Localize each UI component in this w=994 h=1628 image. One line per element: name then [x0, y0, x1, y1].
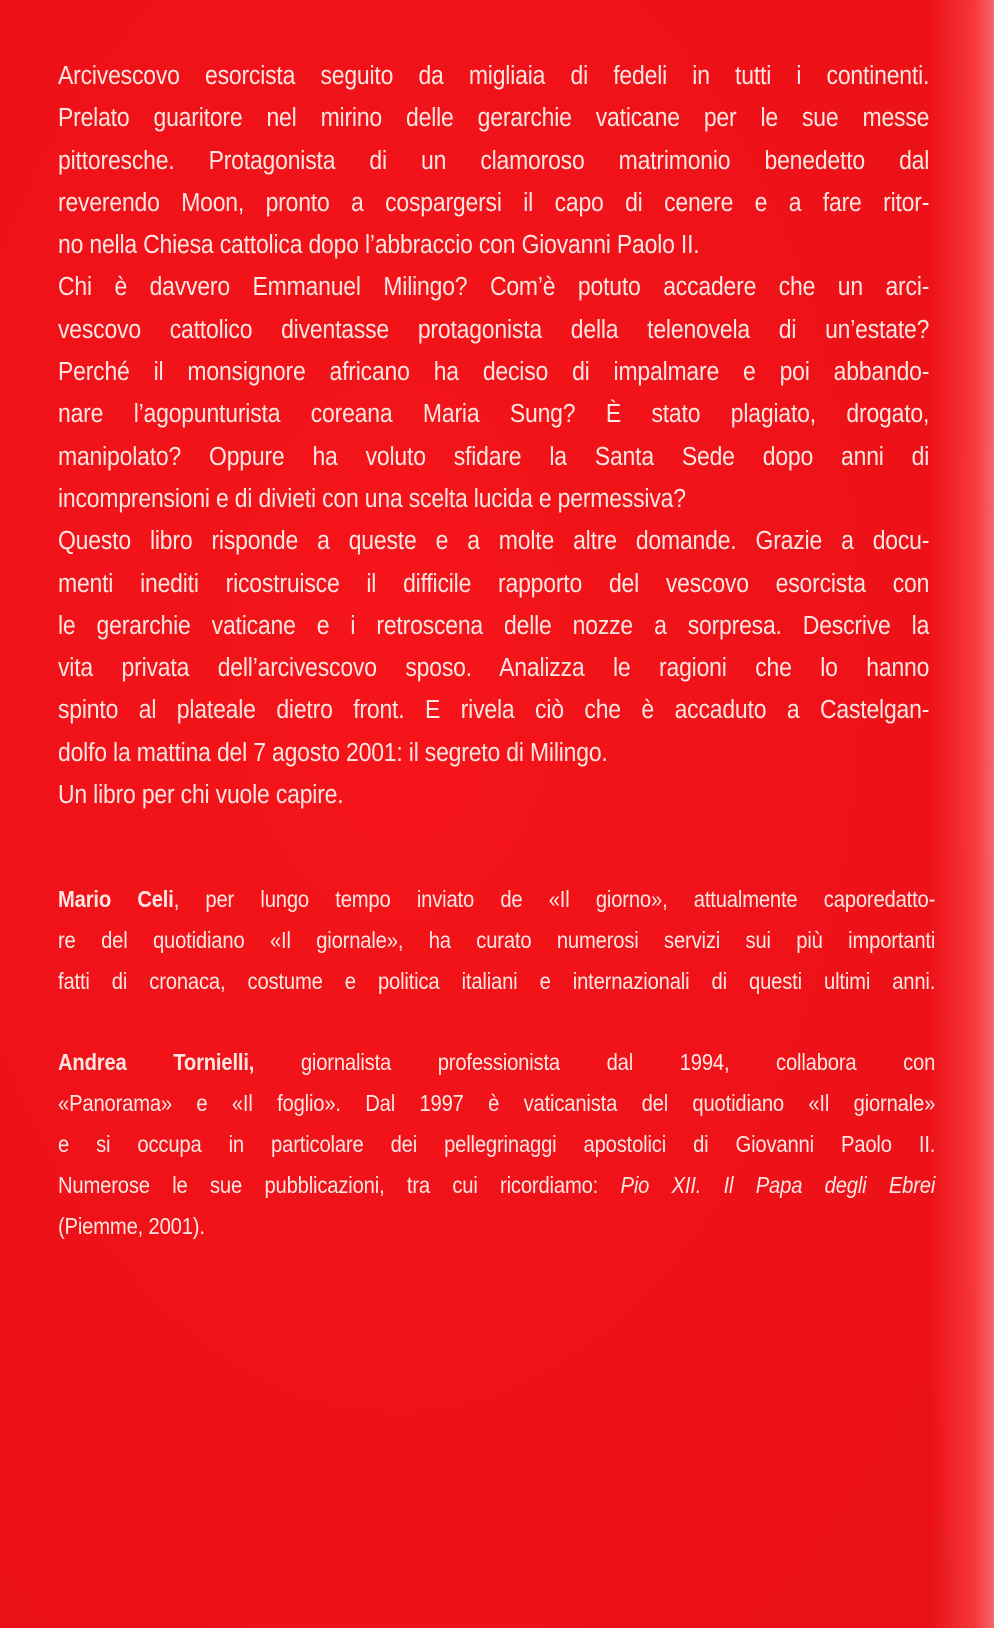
blurb-line: Prelato guaritore nel mirino delle gerarchie vaticane per le sue messe: [58, 104, 930, 133]
bio-line: e si occupa in particolare dei pellegrinaggi apostolici di Giovanni Paolo II.: [58, 1131, 936, 1157]
blurb-line: Chi è davvero Emmanuel Milingo? Com’è potuto accadere che un arci-: [58, 273, 930, 302]
bio-line: [58, 879, 935, 920]
blurb-line: reverendo Moon, pronto a cospargersi il capo di cenere e a fare ritor-: [58, 188, 930, 217]
bio-line: fatti di cronaca, costume e politica italiani e internazionali di questi ultimi anni.: [58, 968, 936, 994]
blurb-line: incomprensioni e di divieti con una scelta lucida e permessiva?: [58, 484, 686, 513]
blurb-line: Perché il monsignore africano ha deciso di impalmare e poi abbando-: [58, 358, 930, 387]
blurb-text: [58, 55, 929, 816]
bio-line: re del quotidiano «Il giornale», ha curato numerosi servizi sui più importanti: [58, 927, 936, 953]
blurb-line: menti inediti ricostruisce il difficile rapporto del vescovo esorcista con: [58, 569, 930, 598]
blurb-line: dolfo la mattina del 7 agosto 2001: il segreto di Milingo.: [58, 738, 608, 767]
blurb-line: vescovo cattolico diventasse protagonista della telenovela di un’estate?: [58, 315, 930, 344]
blurb-line: no nella Chiesa cattolica dopo l’abbraccio con Giovanni Paolo II.: [58, 231, 700, 260]
bio-text: giornalista professionista dal 1994, collabora con: [254, 1049, 936, 1075]
bleed-through-texture: [40, 1318, 940, 1398]
blurb-line: vita privata dell’arcivescovo sposo. Analizza le ragioni che lo hanno: [58, 654, 930, 683]
author-name: Andrea Tornielli,: [58, 1049, 255, 1075]
author-bio-celi: [58, 879, 935, 1002]
blurb-line: Arcivescovo esorcista seguito da migliaia di fedeli in tutti i continenti.: [58, 62, 930, 90]
blurb-line: Un libro per chi vuole capire.: [58, 781, 344, 810]
author-bio-tornielli: [58, 1042, 935, 1247]
blurb-line: manipolato? Oppure ha voluto sfidare la Santa Sede dopo anni di: [58, 442, 930, 471]
blurb-line: le gerarchie vaticane e i retroscena delle nozze a sorpresa. Descrive la: [58, 611, 930, 640]
bio-text: , per lungo tempo inviato de «Il giorno», attualmente caporedatto-: [173, 886, 936, 912]
blurb-line: pittoresche. Protagonista di un clamoroso matrimonio benedetto dal: [58, 146, 930, 175]
bio-line: (Piemme, 2001).: [58, 1213, 205, 1239]
blurb-line: spinto al plateale dietro front. E rivela ciò che è accaduto a Castelgan-: [58, 696, 930, 725]
bio-line: [58, 1165, 935, 1206]
author-name: Mario Celi: [58, 886, 174, 912]
blurb-line: nare l’agopunturista coreana Maria Sung? È stato plagiato, drogato,: [58, 400, 930, 429]
book-title: Pio XII. Il Papa degli Ebrei: [620, 1172, 936, 1198]
bio-line: «Panorama» e «Il foglio». Dal 1997 è vaticanista del quotidiano «Il giornale»: [58, 1090, 936, 1116]
bio-line: [58, 1042, 935, 1083]
blurb-line: Questo libro risponde a queste e a molte altre domande. Grazie a docu-: [58, 527, 930, 556]
bio-text: Numerose le sue pubblicazioni, tra cui ricordiamo:: [58, 1172, 621, 1198]
